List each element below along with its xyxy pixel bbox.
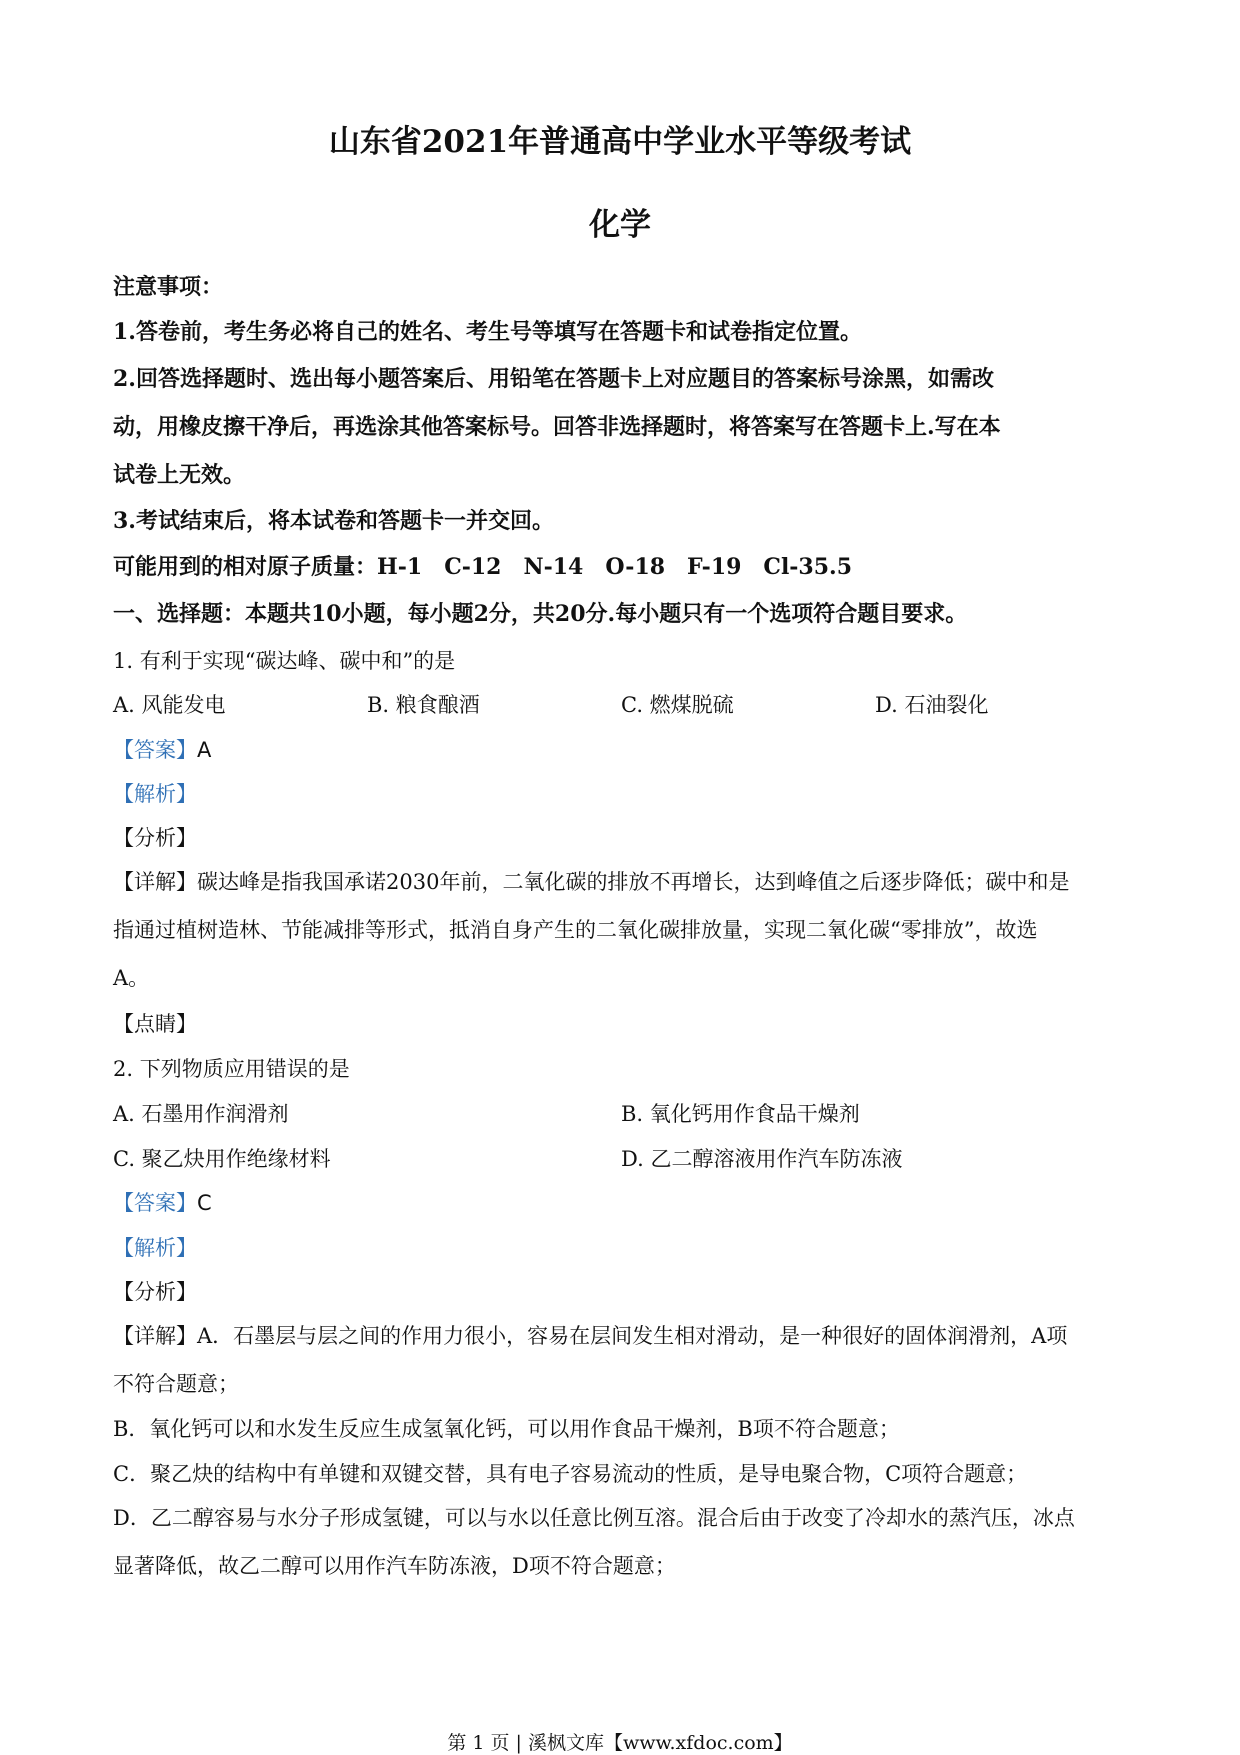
notice-heading: 注意事项：	[113, 274, 224, 300]
q2-detail-d-line-2: 显著降低，故乙二醇可以用作汽车防冻液，D项不符合题意；	[113, 1554, 676, 1578]
q2-fenxi: 【分析】	[113, 1280, 197, 1304]
q1-answer-line	[113, 734, 211, 764]
q1-fenxi: 【分析】	[113, 826, 197, 850]
q2-option-d: D. 乙二醇溶液用作汽车防冻液	[621, 1147, 903, 1171]
q2-answer-tag: 【答案】	[113, 1191, 197, 1215]
q1-answer-tag: 【答案】	[113, 738, 197, 762]
q1-detail-line-3: A。	[113, 966, 150, 990]
q2-detail-d-line-1: D．乙二醇容易与水分子形成氢键，可以与水以任意比例互溶。混合后由于改变了冷却水的蒸汽压，冰点	[113, 1506, 1075, 1530]
section-1-heading: 一、选择题：本题共10小题，每小题2分，共20分.每小题只有一个选项符合题目要求。	[113, 601, 968, 627]
q2-detail-b: B．氧化钙可以和水发生反应生成氢氧化钙，可以用作食品干燥剂，B项不符合题意；	[113, 1417, 900, 1441]
notice-item-2-line-1: 2.回答选择题时、选出每小题答案后、用铅笔在答题卡上对应题目的答案标号涂黑，如需改	[113, 366, 994, 392]
q2-stem: 2. 下列物质应用错误的是	[113, 1057, 350, 1081]
q2-option-c: C. 聚乙炔用作绝缘材料	[113, 1147, 331, 1171]
notice-item-2-line-2: 动，用橡皮擦干净后，再选涂其他答案标号。回答非选择题时，将答案写在答题卡上.写在本	[113, 414, 1001, 440]
atomic-mass-line: 可能用到的相对原子质量：H-1 C-12 N-14 O-18 F-19 Cl-35.5	[113, 554, 853, 580]
q1-stem: 1. 有利于实现“碳达峰、碳中和”的是	[113, 649, 456, 673]
q1-option-c: C. 燃煤脱硫	[621, 693, 734, 717]
q1-option-a: A. 风能发电	[113, 693, 226, 717]
subject-title: 化学	[589, 207, 651, 243]
notice-item-1: 1.答卷前，考生务必将自己的姓名、考生号等填写在答题卡和试卷指定位置。	[113, 319, 862, 345]
q1-analysis-tag: 【解析】	[113, 782, 197, 806]
q1-option-b: B. 粮食酿酒	[367, 693, 480, 717]
q2-answer: C	[197, 1191, 212, 1215]
page-footer: 第 1 页 | 溪枫文库【www.xfdoc.com】	[447, 1732, 793, 1754]
q1-detail-line-2: 指通过植树造林、节能减排等形式，抵消自身产生的二氧化碳排放量，实现二氧化碳“零排放”，故选	[113, 918, 1038, 942]
q2-detail-line-2: 不符合题意；	[113, 1372, 239, 1396]
q2-option-a: A. 石墨用作润滑剂	[113, 1102, 289, 1126]
q1-dianjing: 【点睛】	[113, 1012, 197, 1036]
q2-option-b: B. 氧化钙用作食品干燥剂	[621, 1102, 860, 1126]
q2-detail-line-1: 【详解】A．石墨层与层之间的作用力很小，容易在层间发生相对滑动，是一种很好的固体润滑剂，A项	[113, 1324, 1068, 1348]
q2-detail-c: C．聚乙炔的结构中有单键和双键交替，具有电子容易流动的性质，是导电聚合物，C项符合题意；	[113, 1462, 1028, 1486]
q1-answer: A	[197, 738, 212, 762]
q1-option-d: D. 石油裂化	[875, 693, 989, 717]
notice-item-3: 3.考试结束后，将本试卷和答题卡一并交回。	[113, 508, 554, 534]
q1-detail-line-1: 【详解】碳达峰是指我国承诺2030年前，二氧化碳的排放不再增长，达到峰值之后逐步降低；碳中和是	[113, 870, 1070, 894]
notice-item-2-line-3: 试卷上无效。	[113, 462, 246, 488]
q2-analysis-tag: 【解析】	[113, 1236, 197, 1260]
q2-answer-line	[113, 1187, 212, 1217]
exam-title: 山东省2021年普通高中学业水平等级考试	[328, 124, 912, 160]
